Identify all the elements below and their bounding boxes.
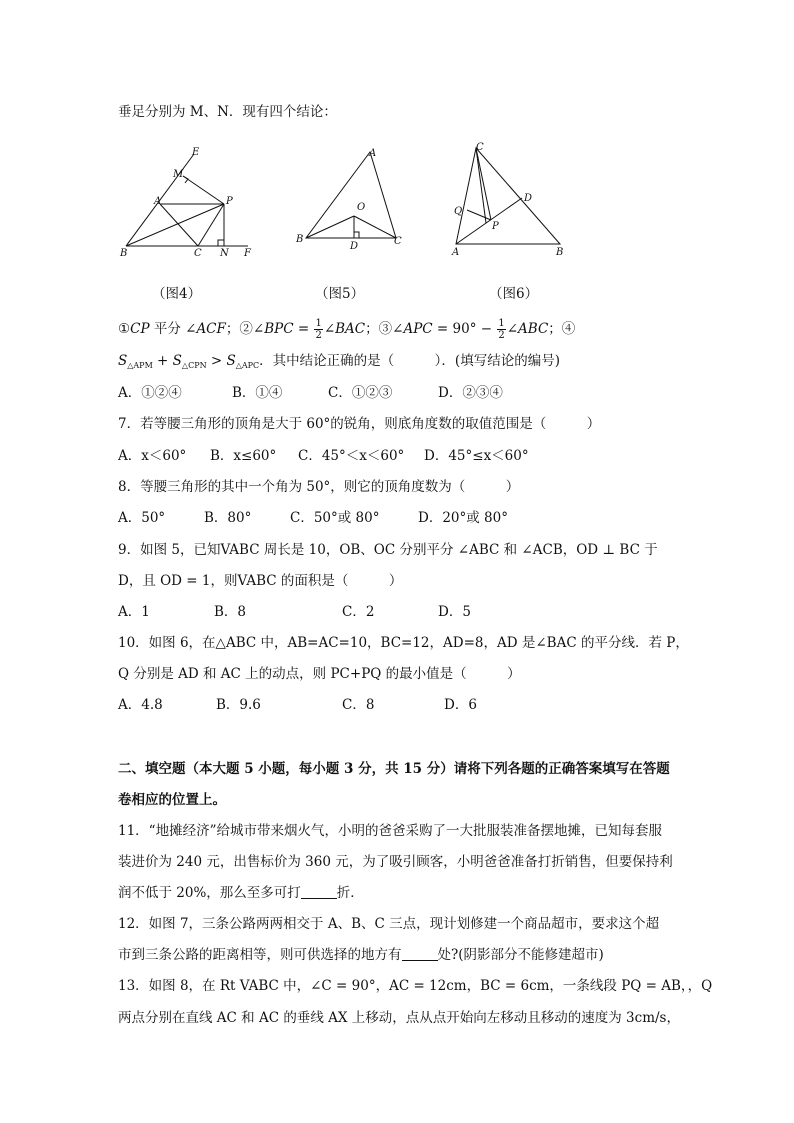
fig4-label-M: M <box>173 169 184 180</box>
q12-answer-blank <box>402 948 438 961</box>
figure-6 <box>446 140 576 260</box>
q7-option-d: D．45°≤x＜60° <box>424 448 529 464</box>
q10-option-c: C．8 <box>342 697 375 713</box>
q12-line2: 市到三条公路的距离相等，则可供选择的地方有 处?(阴影部分不能修建超市) <box>118 947 604 963</box>
figure-6-caption: （图6） <box>489 286 539 302</box>
fig6-label-B: B <box>556 247 564 258</box>
q10-option-a: A．4.8 <box>118 697 163 713</box>
fig6-label-P: P <box>492 221 499 232</box>
figure-5 <box>292 146 412 256</box>
fig4-label-N: N <box>220 248 229 259</box>
q6-option-a: A．①②④ <box>118 385 182 401</box>
fig4-label-F: F <box>244 248 251 259</box>
q6-statements-line1: ①CP 平分 ∠ACF；②∠BPC = $\frac{1}{2}$ ∠BAC；③∠APC = 90° − $\frac{1}{2}$ ∠ABC；④ <box>118 318 576 341</box>
q9-line2: D，且 OD = 1，则VABC 的面积是（ ） <box>118 573 403 589</box>
fraction-half-1: $\frac{1}{2}$ <box>315 318 322 341</box>
fig5-label-B: B <box>296 234 304 245</box>
q10-option-d: D．6 <box>444 697 477 713</box>
fig4-label-C: C <box>194 248 202 259</box>
intro-text: 垂足分别为 M、N．现有四个结论： <box>118 104 337 120</box>
q7-option-a: A．x＜60° <box>118 448 187 464</box>
section2-heading-line2: 卷相应的位置上。 <box>118 792 226 808</box>
q10-line1: 10．如图 6，在△ABC 中，AB=AC=10，BC=12，AD=8，AD 是∠BAC 的平分线．若 P， <box>118 635 689 651</box>
q12-line1: 12．如图 7，三条公路两两相交于 A、B、C 三点，现计划修建一个商品超市，要求这个超 <box>118 916 660 932</box>
q11-line2: 装进价为 240 元，出售标价为 360 元，为了吸引顾客，小明爸爸准备打折销售，但要保持利 <box>118 854 673 870</box>
fig4-label-B: B <box>120 248 128 259</box>
q13-line2: 两点分别在直线 AC 和 AC 的垂线 AX 上移动，点从点开始向左移动且移动的速度为 3cm/s， <box>118 1010 680 1026</box>
fig4-label-E: E <box>192 147 200 158</box>
figure-4 <box>116 146 266 266</box>
q9-option-c: C．2 <box>342 604 375 620</box>
fig6-label-Q: Q <box>454 206 463 217</box>
fraction-half-2: $\frac{1}{2}$ <box>498 318 505 341</box>
figure-5-caption: （图5） <box>315 286 365 302</box>
fig5-label-C: C <box>394 236 402 247</box>
fig6-label-D: D <box>524 193 533 204</box>
q9-option-b: B．8 <box>214 604 247 620</box>
q10-line2: Q 分别是 AD 和 AC 上的动点，则 PC+PQ 的最小值是（ ） <box>118 666 521 682</box>
q7-option-b: B．x≤60° <box>210 448 277 464</box>
fig6-label-C: C <box>476 142 484 153</box>
q9-line1: 9．如图 5，已知VABC 周长是 10，OB、OC 分别平分 ∠ABC 和 ∠ACB，OD ⊥ BC 于 <box>118 542 658 558</box>
fig5-label-D: D <box>350 241 359 252</box>
fig5-label-A: A <box>369 148 377 159</box>
q9-option-d: D．5 <box>438 604 471 620</box>
q8-option-d: D．20°或 80° <box>418 510 508 526</box>
q7-option-c: C．45°＜x＜60° <box>298 448 405 464</box>
q6-option-d: D．②③④ <box>438 385 503 401</box>
q11-line3: 润不低于 20%，那么至多可打 折． <box>118 885 364 901</box>
q8-stem: 8．等腰三角形的其中一个角为 50°，则它的顶角度数为（ ） <box>118 479 520 495</box>
q11-line1: 11．“地摊经济”给城市带来烟火气，小明的爸爸采购了一大批服装准备摆地摊，已知每套服 <box>118 823 662 839</box>
q11-answer-blank <box>301 886 337 899</box>
fig6-label-A: A <box>452 247 460 258</box>
q8-option-c: C．50°或 80° <box>290 510 380 526</box>
section2-heading-line1: 二、填空题（本大题 5 小题，每小题 3 分，共 15 分）请将下列各题的正确答案填写在答题 <box>118 761 670 777</box>
q7-stem: 7．若等腰三角形的顶角是大于 60°的锐角，则底角度数的取值范围是（ ） <box>118 416 601 432</box>
q13-line1: 13．如图 8，在 Rt VABC 中，∠C = 90°，AC = 12cm，BC = 6cm，一条线段 PQ = AB，，Q <box>118 978 713 994</box>
q6-option-b: B．①④ <box>232 385 283 401</box>
q8-option-b: B．80° <box>204 510 252 526</box>
q10-option-b: B．9.6 <box>216 697 261 713</box>
fig5-label-O: O <box>357 202 366 213</box>
q9-option-a: A．1 <box>118 604 150 620</box>
q6-statements-line2: $S_{\triangle APM} + S_{\triangle CPN} > S_{\triangle APC}$．其中结论正确的是（ ）．(填写结论的编号) <box>118 353 560 370</box>
figure-4-caption: （图4） <box>152 286 202 302</box>
fig4-label-P: P <box>226 196 233 207</box>
fig4-label-A: A <box>154 196 162 207</box>
q6-option-c: C．①②③ <box>328 385 393 401</box>
q8-option-a: A．50° <box>118 510 166 526</box>
